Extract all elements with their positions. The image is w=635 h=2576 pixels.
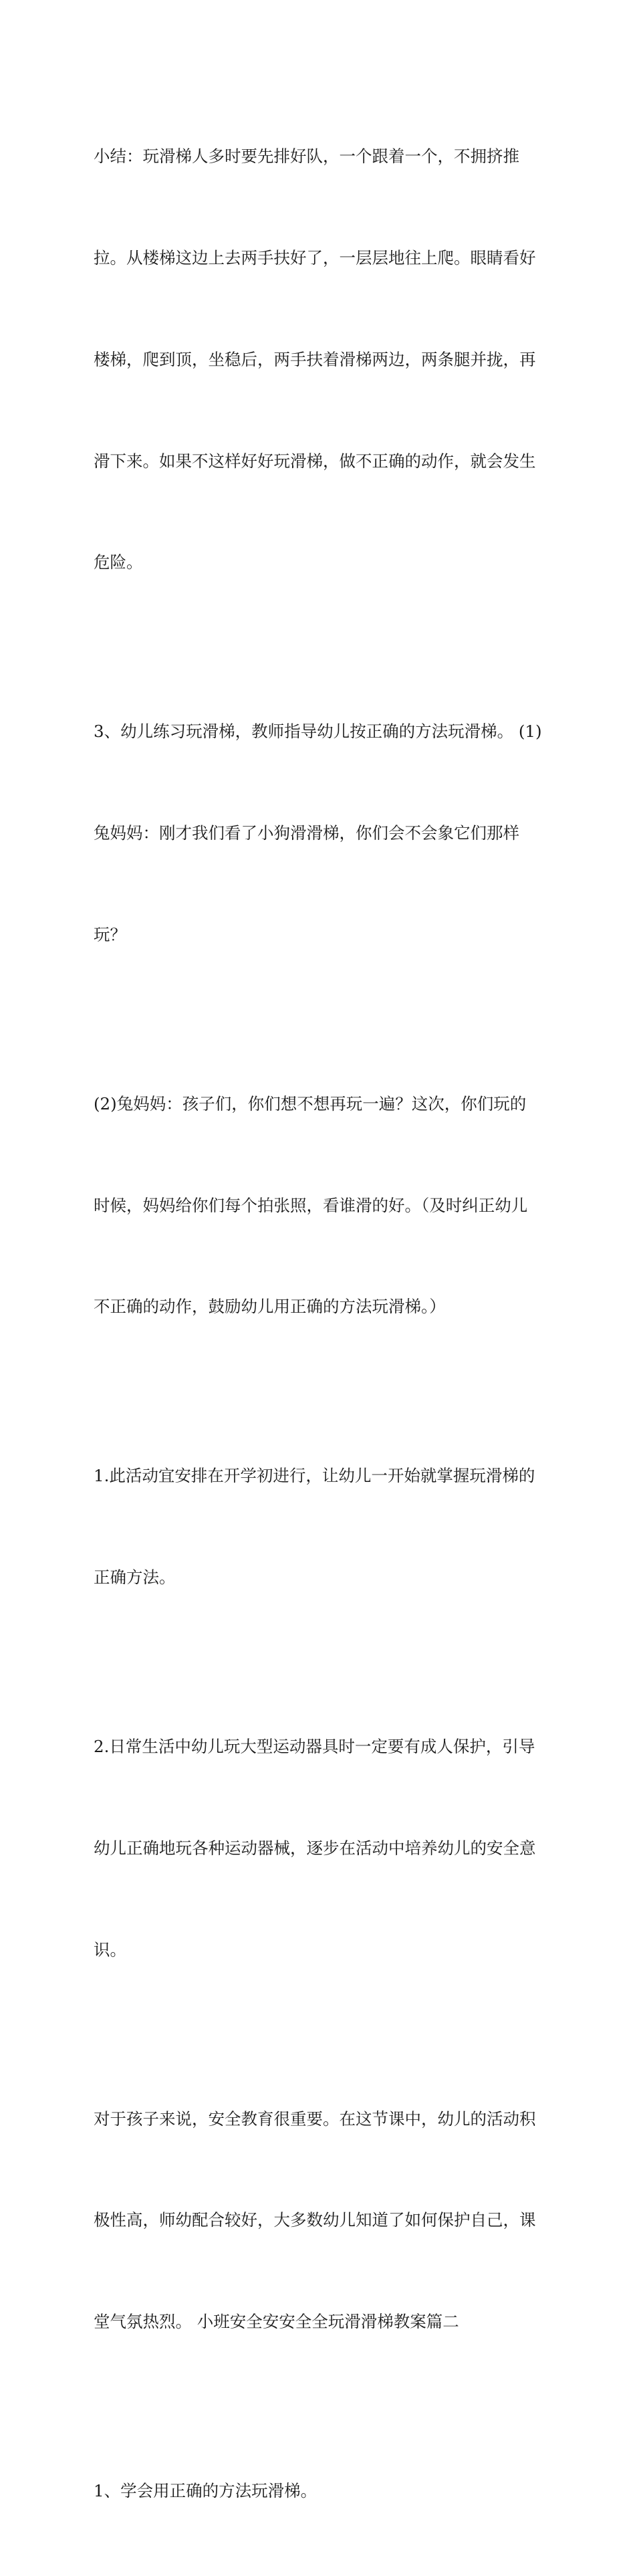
paragraph-note-2 [94,1662,548,2035]
text-line: 1.此活动宜安排在开学初进行，让幼儿一开始就掌握玩滑梯的 [94,1466,535,1486]
text-line: 2.日常生活中幼儿玩大型运动器具时一定要有成人保护，引导 [94,1737,535,1757]
text-line: 1、学会用正确的方法玩滑梯。 [94,2481,318,2501]
text-line: 堂气氛热烈。 小班安全安安全全玩滑滑梯教案篇二 [94,2312,459,2332]
text-line: 3、幼儿练习玩滑梯，教师指导幼儿按正确的方法玩滑梯。 (1) [94,722,542,742]
paragraph-note-1 [94,1392,548,1662]
text-line: 小结：玩滑梯人多时要先排好队，一个跟着一个，不拥挤推 [94,146,519,167]
paragraph-summary [94,72,548,647]
text-line: 兔妈妈：刚才我们看了小狗滑滑梯，你们会不会象它们那样 [94,823,519,843]
text-line: 不正确的动作，鼓励幼儿用正确的方法玩滑梯。） [94,1297,446,1317]
text-line: 楼梯，爬到顶，坐稳后，两手扶着滑梯两边，两条腿并拢，再 [94,349,536,369]
text-line: 识。 [94,1939,126,1959]
text-line: 正确方法。 [94,1568,176,1588]
text-line: 危险。 [94,552,143,572]
text-line: 时候，妈妈给你们每个拍张照，看谁滑的好。（及时纠正幼儿 [94,1195,528,1215]
text-line: 幼儿正确地玩各种运动器械，逐步在活动中培养幼儿的安全意 [94,1838,536,1858]
text-line: (2)兔妈妈：孩子们，你们想不想再玩一遍？这次，你们玩的 [94,1093,527,1113]
text-line: 对于孩子来说，安全教育很重要。在这节课中，幼儿的活动积 [94,2109,536,2129]
text-line: 极性高，师幼配合较好，大多数幼儿知道了如何保护自己，课 [94,2210,536,2230]
paragraph-step-3-2 [94,1020,548,1392]
paragraph-objective-1 [94,2407,548,2576]
paragraph-step-3 [94,647,548,1020]
document-body [94,72,548,2576]
text-line: 玩？ [94,924,126,944]
paragraph-reflection [94,2034,548,2407]
text-line: 拉。从楼梯这边上去两手扶好了，一层层地往上爬。眼睛看好 [94,247,536,267]
text-line: 滑下来。如果不这样好好玩滑梯，做不正确的动作，就会发生 [94,451,536,471]
